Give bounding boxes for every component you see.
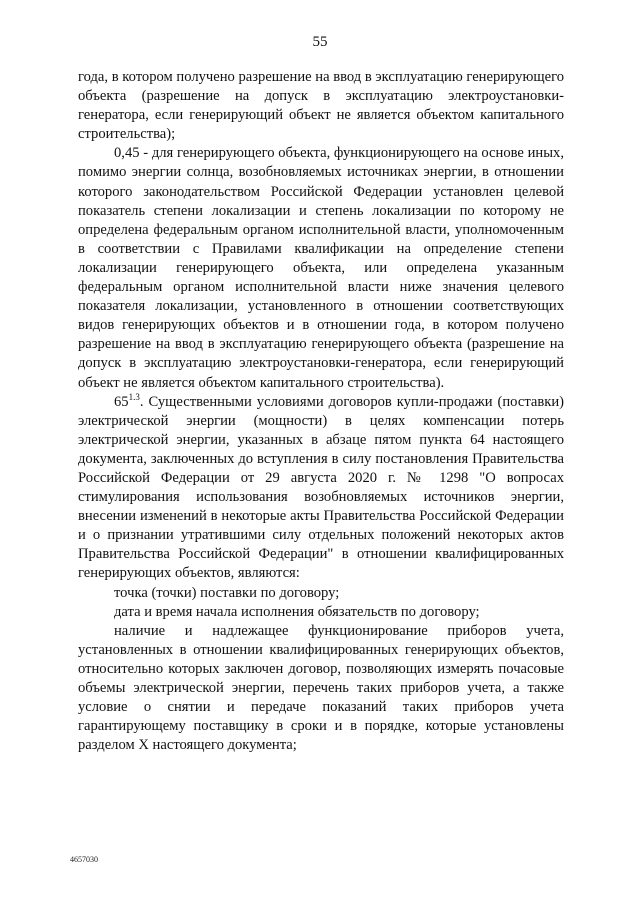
clause-number: 65	[114, 393, 129, 410]
list-item-start-date: дата и время начала исполнения обязательств по договору;	[114, 603, 480, 620]
clause-superscript: 1.3	[128, 391, 140, 402]
clause-text: . Существенными условиями договоров купли-продажи (поставки) электрической энергии (мощности) в целях компенсации потерь электрической энергии, указанных в абзаце пятом пункта 64 настоящего документа, заключенных до вступления в силу постановления Правительства Российской Федерации от 29 августа 2020 г. № 1298 "О вопросах стимулирования использования возобновляемых источников энергии, внесении изменений в некоторые акты Правительства Российской Федерации и о признании утратившими силу отдельных положений некоторых актов Правительства Российской Федерации" в отношении квалифицированных генерирующих объектов, являются:	[78, 393, 564, 582]
document-code: 4657030	[70, 855, 98, 864]
page-number: 55	[312, 34, 328, 50]
paragraph-clause-65-1-3	[78, 393, 564, 584]
paragraph-coefficient-045: 0,45 - для генерирующего объекта, функционирующего на основе иных, помимо энергии солнца, возобновляемых источниках энергии, в отношении которого законодательством Российской Федерации установлен целевой показатель степени локализации и степень локализации по которому не определена федеральным органом исполнительной власти, уполномоченным в соответствии с Правилами квалификации на определение степени локализации генерирующего объекта, или определена указанным федеральным органом исполнительной власти ниже значения целевого показателя локализации, установленного в отношении соответствующих видов генерирующих объектов и в отношении года, в котором получено разрешение на ввод в эксплуатацию генерирующего объекта (разрешение на допуск в эксплуатацию электроустановки-генератора, если генерирующий объект не является объектом капитального строительства).	[78, 145, 564, 391]
document-body	[78, 68, 564, 755]
list-item-delivery-point: точка (точки) поставки по договору;	[114, 584, 340, 601]
list-item-metering-devices: наличие и надлежащее функционирование приборов учета, установленных в отношении квалифицированных генерирующих объектов, относительно которых заключен договор, позволяющих измерять почасовые объемы электрической энергии, перечень таких приборов учета, а также условие о снятии и передаче показаний таких приборов учета гарантирующему поставщику в сроки и в порядке, которые установлены разделом X настоящего документа;	[78, 622, 564, 754]
paragraph-continuation: года, в котором получено разрешение на ввод в эксплуатацию генерирующего объекта (разрешение на допуск в эксплуатацию электроустановки-генератора, если генерирующий объект не является объектом капитального строительства);	[78, 69, 564, 143]
